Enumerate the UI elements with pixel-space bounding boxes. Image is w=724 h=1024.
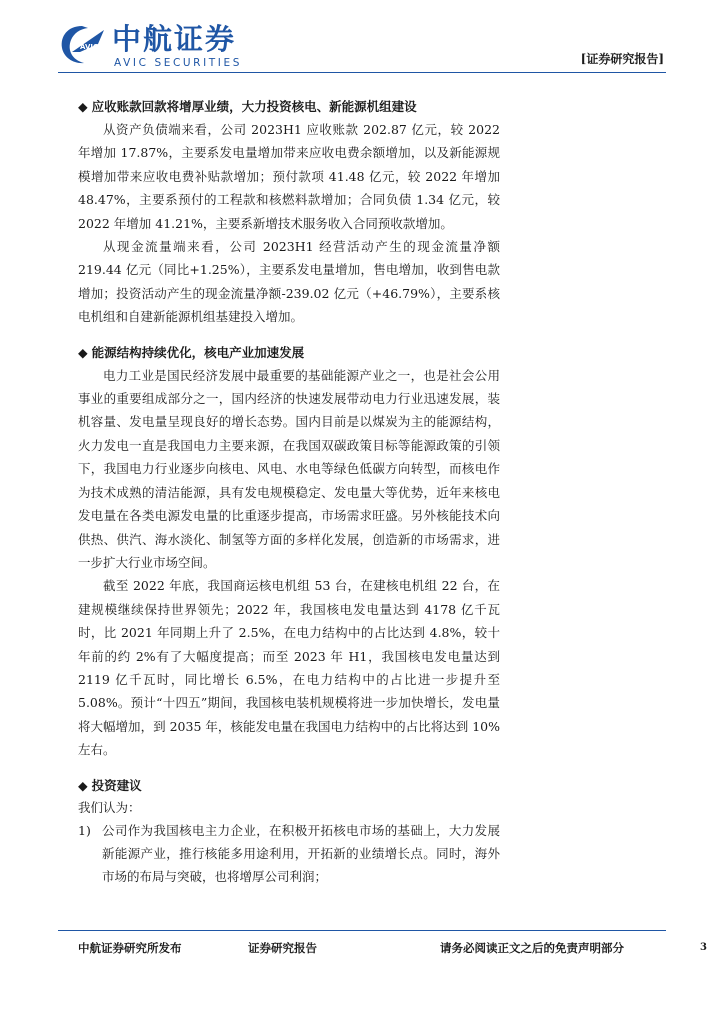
section-title: 投资建议 [91,777,142,793]
paragraph: 从现金流量端来看，公司 2023H1 经营活动产生的现金流量净额 219.44 亿元（同比+1.25%），主要系发电量增加，售电增加，收到售电款增加；投资活动产生的现金流量净额-239.02 亿元（+46.79%），主要系核电机组和自建新能源机组基建投入增加。 [78,239,500,325]
footer-publisher: 中航证券研究所发布 [78,941,182,955]
footer-disclaimer-note: 请务必阅读正文之后的免责声明部分 [440,941,624,955]
avic-wing-logo-icon [58,22,108,66]
list-number: 1) [78,822,91,838]
paragraph: 截至 2022 年底，我国商运核电机组 53 台，在建核电机组 22 台，在建规模继续保持世界领先；2022 年，我国核电发电量达到 4178 亿千瓦时，比 2021 年同期上升了 2.5%，在电力结构中的占比达到 4.8%，较十年前的约 2%有了大幅度提高；而至 2023 年 H1，我国核电发电量达到 2119 亿千瓦时，同比增长 6.5%，在电力结构中的占比进一步提升至 5.08%。预计“十四五”期间，我国核电装机规模将进一步加快增长，发电量将大幅增加，到 2035 年，核能发电量在我国电力结构中的占比将达到 10%左右。 [78,578,500,758]
page-footer [0,930,724,970]
paragraph: 从资产负债端来看，公司 2023H1 应收账款 202.87 亿元，较 2022 年增加 17.87%，主要系发电量增加带来应收电费余额增加，以及新能源规模增加带来应收电费补贴款增加；预付款项 41.48 亿元，较 2022 年增加 48.47%，主要系预付的工程款和核燃料款增加；合同负债 1.34 亿元，较 2022 年增加 41.21%，主要系新增技术服务收入合同预收款增加。 [78,122,500,231]
section-title: 应收账款回款将增厚业绩，大力投资核电、新能源机组建设 [91,99,417,114]
section-heading [78,775,500,797]
page-header [0,0,724,80]
section-heading [78,96,500,118]
diamond-bullet-icon: ◆ [78,777,88,793]
page-number: 3 [700,942,707,953]
report-type-tag: [证券研究报告] [580,52,664,66]
brand-name-cn: 中航证券 [112,22,237,56]
header-divider [58,72,666,73]
logo-text: AVIC [80,43,99,51]
section-heading [78,342,500,364]
diamond-bullet-icon: ◆ [78,99,88,114]
report-body [78,96,500,889]
diamond-bullet-icon: ◆ [78,344,88,360]
list-text: 公司作为我国核电主力企业，在积极开拓核电市场的基础上，大力发展新能源产业，推行核能多用途利用，开拓新的业绩增长点。同时，海外市场的布局与突破，也将增厚公司利润； [102,822,500,885]
brand-name-en: AVIC SECURITIES [114,57,242,69]
footer-report-type: 证券研究报告 [248,941,317,955]
paragraph: 电力工业是国民经济发展中最重要的基础能源产业之一，也是社会公用事业的重要组成部分之一，国内经济的快速发展带动电力行业迅速发展，装机容量、发电量呈现良好的增长态势。国内目前是以煤炭为主的能源结构，火力发电一直是我国电力主要来源，在我国双碳政策目标等能源政策的引领下，我国电力行业逐步向核电、风电、水电等绿色低碳方向转型，而核电作为技术成熟的清洁能源，具有发电规模稳定、发电量大等优势，近年来核电发电量在各类电源发电量的比重逐步提高，市场需求旺盛。另外核能技术向供热、供汽、海水淡化、制氢等方面的多样化发展，创造新的市场需求，进一步扩大行业市场空间。 [78,367,500,570]
intro-line: 我们认为： [78,799,141,815]
section-title: 能源结构持续优化，核电产业加速发展 [91,344,305,360]
list-item [78,819,500,889]
footer-divider [58,930,666,931]
